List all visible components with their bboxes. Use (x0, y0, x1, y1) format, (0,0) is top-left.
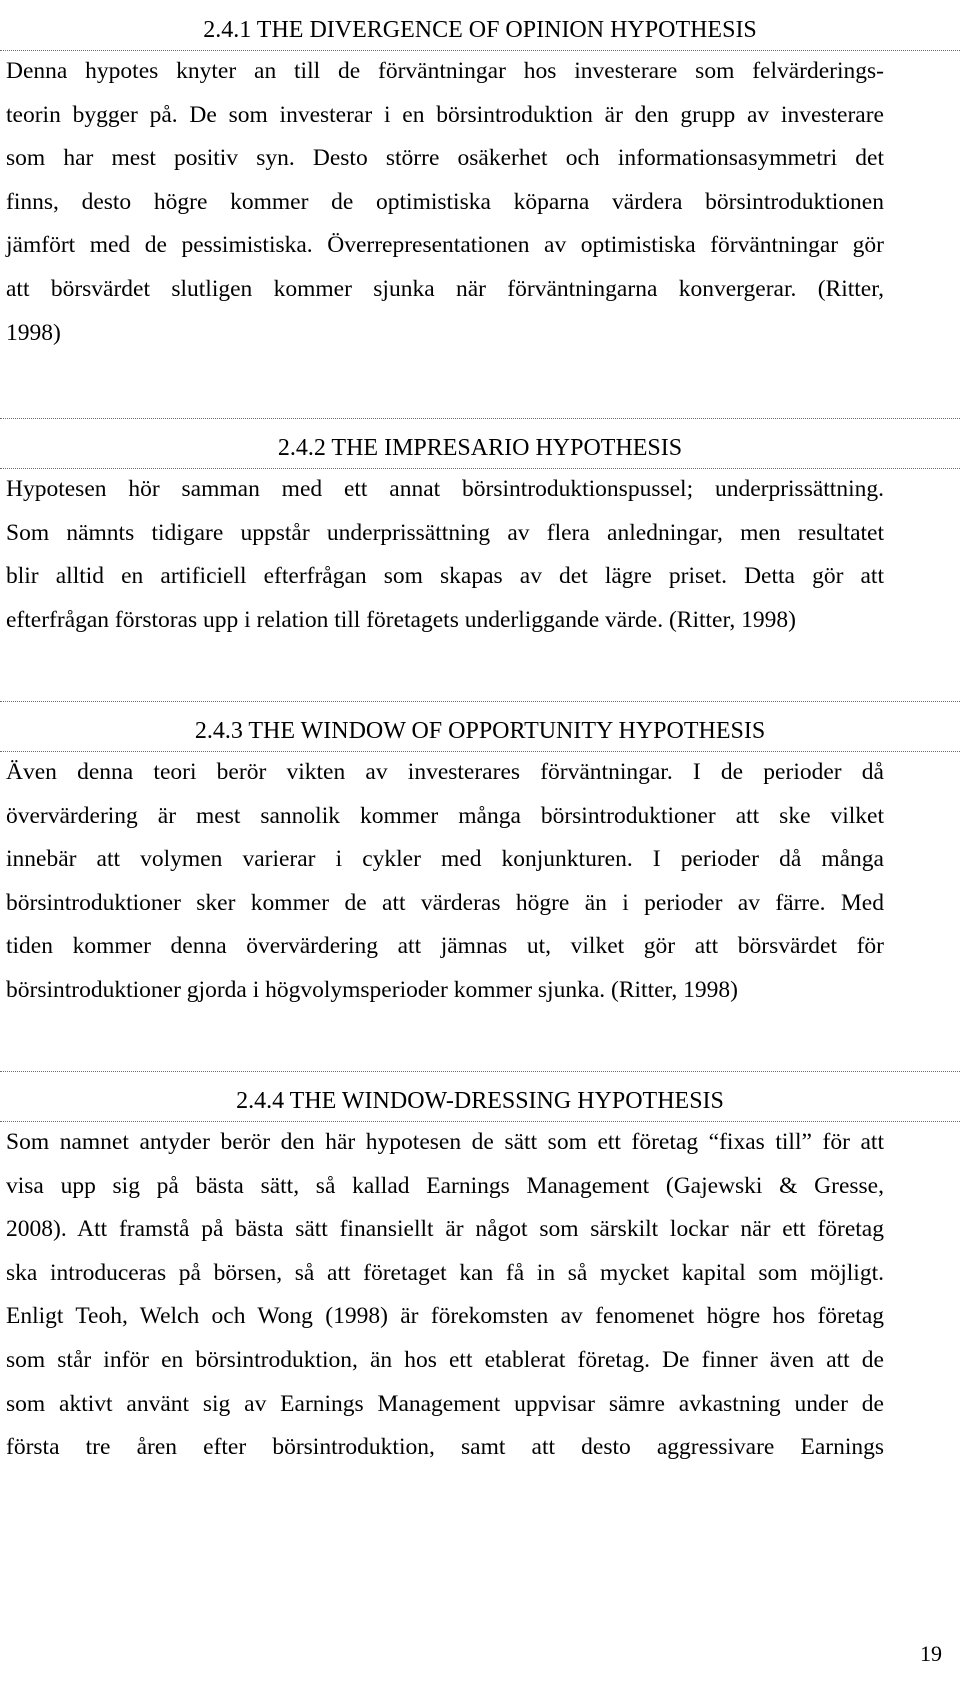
text-line: ska introduceras på börsen, så att företaget kan få in så mycket kapital som möjligt. (6, 1259, 884, 1286)
text-line: finns, desto högre kommer de optimistiska köparna värdera börsintroduktionen (6, 188, 884, 215)
text-line: som står inför en börsintroduktion, än hos ett etablerat företag. De finner även att de (6, 1346, 884, 1373)
text-line: att börsvärdet slutligen kommer sjunka när förväntningarna konvergerar. (Ritter, (6, 275, 884, 302)
divider (0, 1071, 960, 1072)
text-line: Som nämnts tidigare uppstår underprissättning av flera anledningar, men resultatet (6, 519, 884, 546)
text-line: börsintroduktioner sker kommer de att värderas högre än i perioder av färre. Med (6, 889, 884, 916)
text-line: visa upp sig på bästa sätt, så kallad Earnings Management (Gajewski & Gresse, (6, 1172, 884, 1199)
section-heading-window-of-opportunity: 2.4.3 THE WINDOW OF OPPORTUNITY HYPOTHESIS (194, 718, 766, 744)
paragraph-impresario (6, 468, 884, 642)
text-line: 2008). Att framstå på bästa sätt finansiellt är något som särskilt lockar när ett företag (6, 1216, 884, 1243)
text-line: Som namnet antyder berör den här hypotesen de sätt som ett företag “fixas till” för att (6, 1129, 884, 1155)
text-line: börsintroduktioner gjorda i högvolymsperioder kommer sjunka. (Ritter, 1998) (6, 976, 738, 1003)
text-line: tiden kommer denna övervärdering att jämnas ut, vilket gör att börsvärdet för (6, 933, 884, 960)
text-line: 1998) (6, 319, 61, 346)
text-line: Enligt Teoh, Welch och Wong (1998) är förekomsten av fenomenet högre hos företag (6, 1303, 884, 1330)
divider (0, 701, 960, 702)
page-number: 19 (920, 1641, 942, 1666)
text-line: blir alltid en artificiell efterfrågan som skapas av det lägre priset. Detta gör att (6, 563, 884, 590)
text-line: Hypotesen hör samman med ett annat börsintroduktionspussel; underprissättning. (6, 476, 884, 502)
paragraph-window-dressing (6, 1121, 884, 1470)
text-line: Denna hypotes knyter an till de förväntningar hos investerare som felvärderings- (6, 58, 884, 84)
text-line: som har mest positiv syn. Desto större osäkerhet och informationsasymmetri det (6, 145, 884, 172)
text-line: första tre åren efter börsintroduktion, samt att desto aggressivare Earnings (6, 1434, 884, 1461)
section-heading-divergence: 2.4.1 THE DIVERGENCE OF OPINION HYPOTHESIS (203, 17, 757, 43)
text-line: som aktivt använt sig av Earnings Management uppvisar sämre avkastning under de (6, 1390, 884, 1417)
text-line: Även denna teori berör vikten av investerares förväntningar. I de perioder då (6, 759, 884, 785)
section-heading-window-dressing: 2.4.4 THE WINDOW-DRESSING HYPOTHESIS (236, 1088, 724, 1114)
divider (0, 418, 960, 419)
text-line: teorin bygger på. De som investerar i en börsintroduktion är den grupp av investerare (6, 101, 884, 128)
section-heading-impresario: 2.4.2 THE IMPRESARIO HYPOTHESIS (277, 435, 683, 461)
text-line: efterfrågan förstoras upp i relation till företagets underliggande värde. (Ritter, 1998) (6, 606, 796, 633)
text-line: innebär att volymen varierar i cykler med konjunkturen. I perioder då många (6, 846, 884, 873)
text-line: övervärdering är mest sannolik kommer många börsintroduktioner att ske vilket (6, 802, 884, 829)
text-line: jämfört med de pessimistiska. Överrepresentationen av optimistiska förväntningar gör (6, 232, 884, 259)
paragraph-window-of-opportunity (6, 751, 884, 1013)
paragraph-divergence (6, 50, 884, 355)
